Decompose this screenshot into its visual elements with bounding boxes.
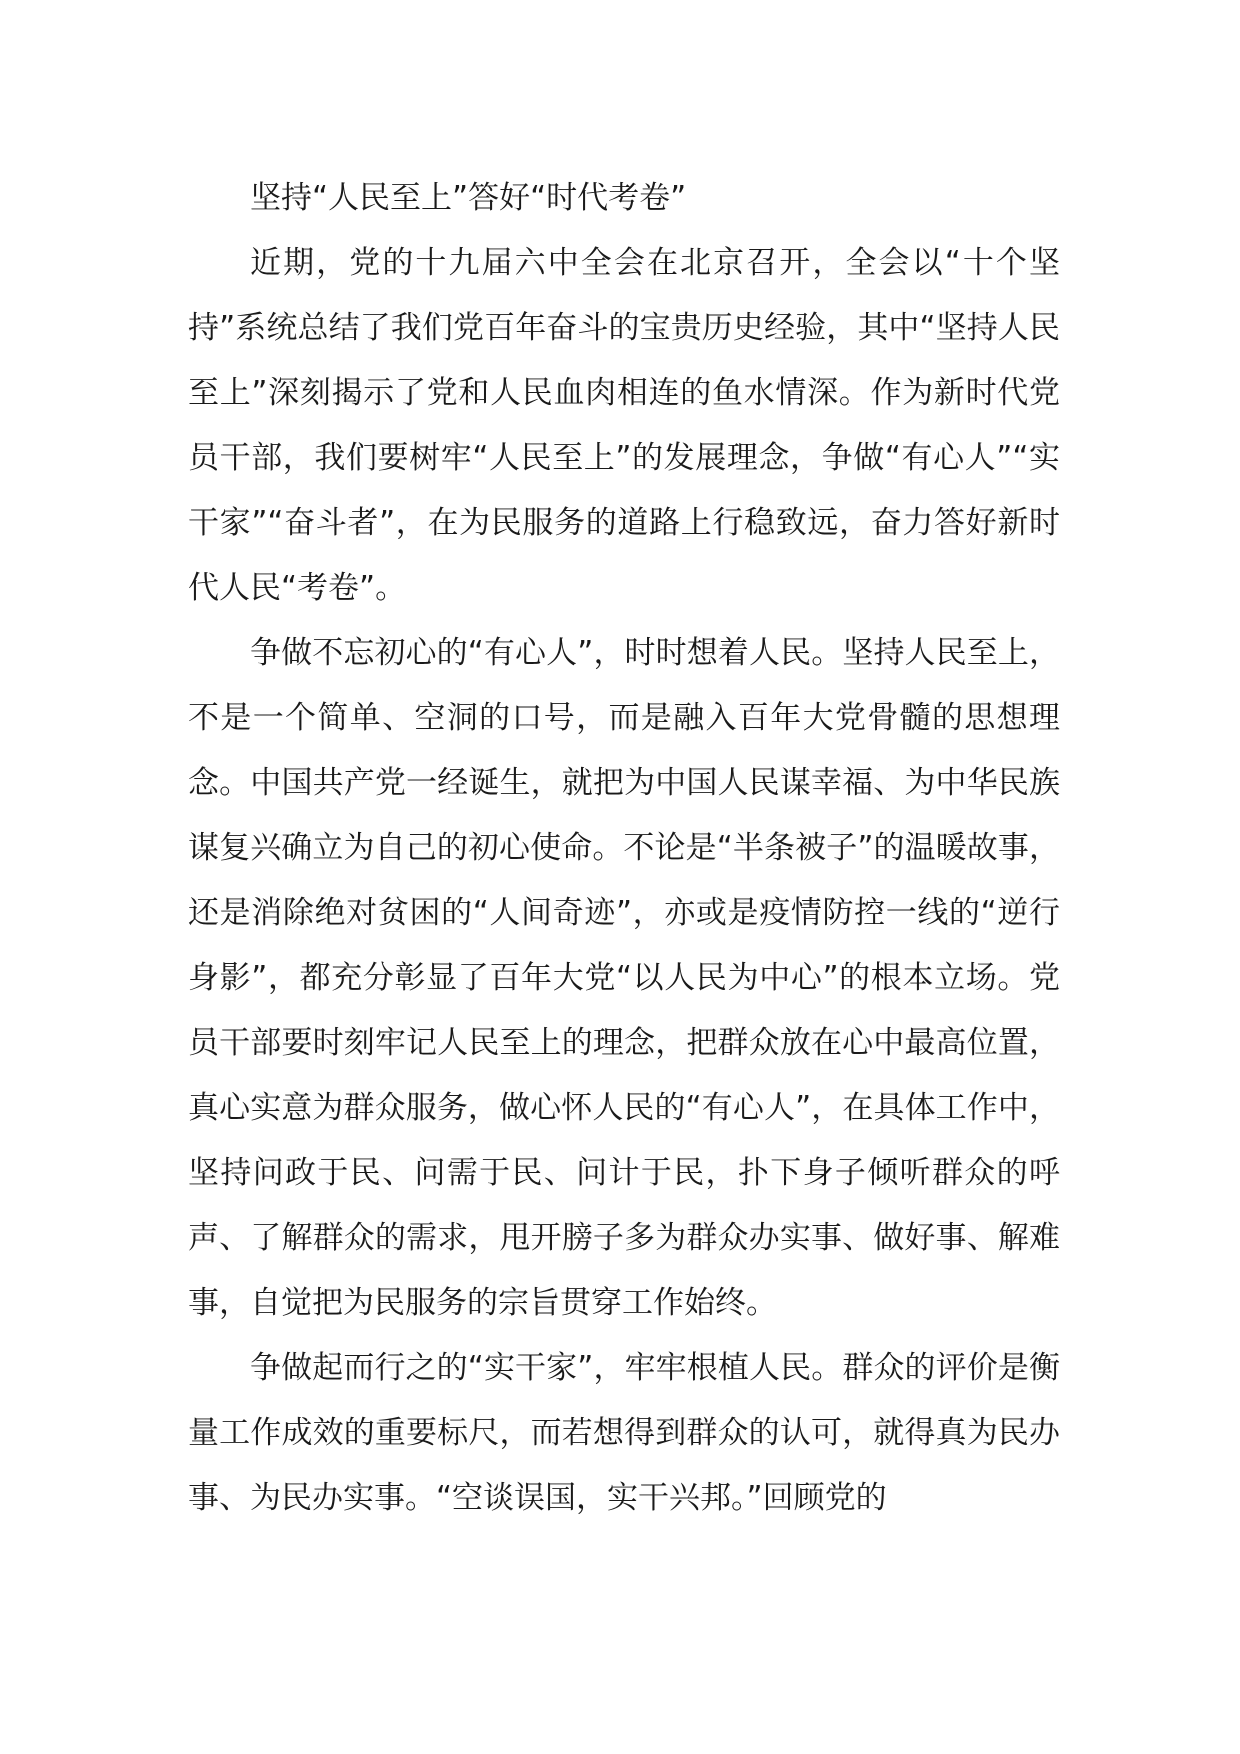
paragraph-2: 争做不忘初心的“有心人”，时时想着人民。坚持人民至上，不是一个简单、空洞的口号，而是融入百年大党骨髓的思想理念。中国共产党一经诞生，就把为中国人民谋幸福、为中华民族谋复兴确立为自己的初心使命。不论是“半条被子”的温暖故事，还是消除绝对贫困的“人间奇迹”，亦或是疫情防控一线的“逆行身影”，都充分彰显了百年大党“以人民为中心”的根本立场。党员干部要时刻牢记人民至上的理念，把群众放在心中最高位置，真心实意为群众服务，做心怀人民的“有心人”，在具体工作中，坚持问政于民、问需于民、问计于民，扑下身子倾听群众的呼声、了解群众的需求，甩开膀子多为群众办实事、做好事、解难事，自觉把为民服务的宗旨贯穿工作始终。 — [188, 635, 1060, 1321]
paragraph-1: 近期，党的十九届六中全会在北京召开，全会以“十个坚持”系统总结了我们党百年奋斗的宝贵历史经验，其中“坚持人民至上”深刻揭示了党和人民血肉相连的鱼水情深。作为新时代党员干部，我们要树牢“人民至上”的发展理念，争做“有心人”“实干家”“奋斗者”，在为民服务的道路上行稳致远，奋力答好新时代人民“考卷”。 — [188, 245, 1060, 606]
document-title: 坚持“人民至上”答好“时代考卷” — [250, 180, 687, 216]
paragraph-3: 争做起而行之的“实干家”，牢牢根植人民。群众的评价是衡量工作成效的重要标尺，而若想得到群众的认可，就得真为民办事、为民办实事。“空谈误国，实干兴邦。”回顾党的 — [188, 1350, 1060, 1516]
document-body — [188, 166, 1060, 1531]
